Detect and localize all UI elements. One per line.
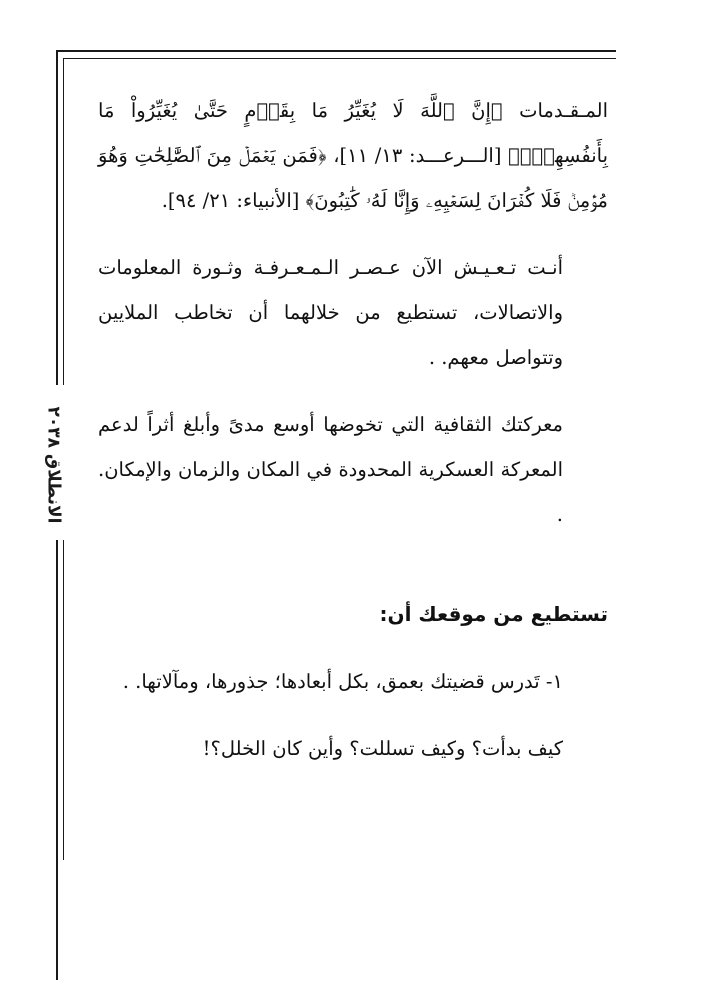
page-body <box>98 88 608 771</box>
frame-left-line-outer <box>56 50 58 385</box>
paragraph-quran-verses: المـقـدمات ﴿إِنَّ ٱللَّهَ لَا يُغَيِّرُ مَا بِقَوۡمٍ حَتَّىٰ يُغَيِّرُواْ مَا بِأَنفُسِهِمۡۗ﴾ [الـــرعـــد: ١٣/ ١١]، ﴿فَمَن يَعۡمَلۡ مِنَ ٱلصَّٰلِحَٰتِ وَهُوَ مُؤۡمِنٞ فَلَا كُفۡرَانَ لِسَعۡيِهِۦ وَإِنَّا لَهُۥ كَٰتِبُونَ﴾ [الأنبياء: ٢١/ ٩٤]. <box>98 99 608 212</box>
list-item-1: ١- تَدرس قضيتك بعمق، بكل أبعادها؛ جذورها، ومآلاتها. . <box>122 670 563 693</box>
frame-left-line-lower-inner <box>63 540 64 860</box>
frame-top-line-outer <box>56 50 616 52</box>
paragraph-questions: كيف بدأت؟ وكيف تسللت؟ وأين كان الخلل؟! <box>202 737 563 760</box>
paragraph-cultural-battle: معركتك الثقافية التي تخوضها أوسع مدىً وأبلغ أثراً لدعم المعركة العسكرية المحدودة في المكان والزمان والإمكان. . <box>98 413 563 526</box>
paragraph-knowledge-age: أنـت تـعـيـش الآن عـصـر الـمـعـرفـة وثـورة المعلومات والاتصالات، تستطيع من خلالهما أن تخاطب الملايين وتتواصل معهم. . <box>98 256 563 369</box>
side-running-title-text: الانطلاق ٢٠٣٨ <box>43 406 64 524</box>
section-heading: تستطيع من موقعك أن: <box>379 602 608 626</box>
frame-left-line-lower-outer <box>56 540 58 980</box>
side-running-title <box>23 395 83 535</box>
frame-left-line-inner <box>63 58 64 385</box>
frame-top-line-inner <box>63 58 616 59</box>
